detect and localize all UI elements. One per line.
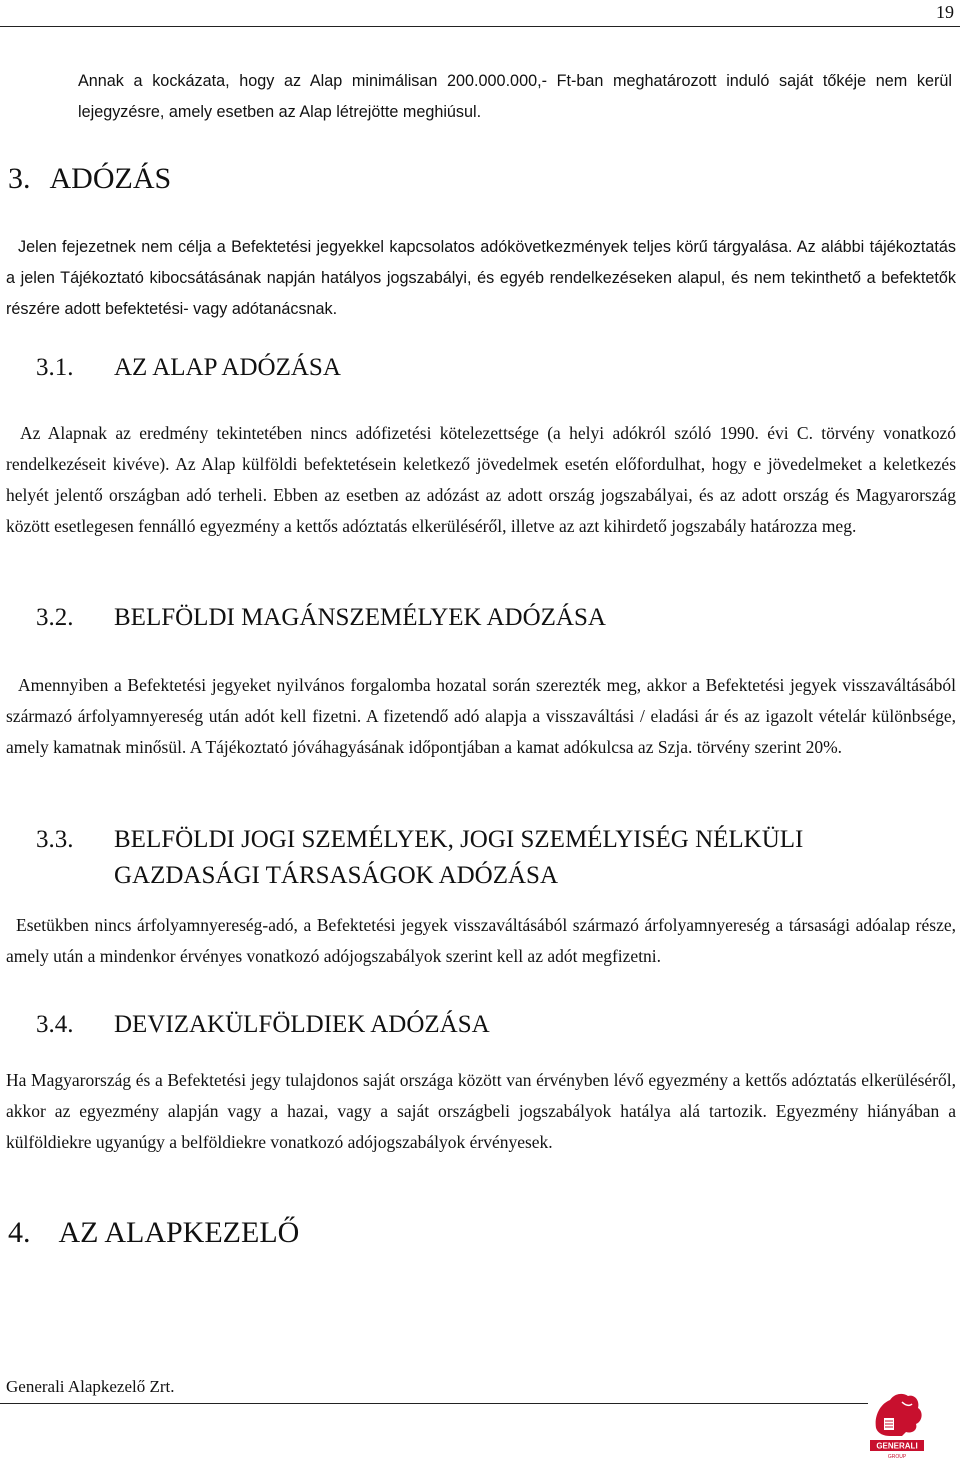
section-3-heading <box>8 162 171 196</box>
footer-company-name: Generali Alapkezelő Zrt. <box>6 1377 175 1396</box>
section-3-1-paragraph: Az Alapnak az eredmény tekintetében nincs adófizetési kötelezettsége (a helyi adókról szóló 1990. évi C. törvény vonatkozó rendelkezéseit kivéve). Az Alap külföldi befektetésein keletkező jövedelmek esetén előfordulhat, hogy e jövedelmeket a keletkezés helyét jelentő országban adó terheli. Ebben az esetben az adózást az adott ország jogszabályai, és az adott ország és Magyarország között esetlegesen fennálló egyezmény a kettős adóztatás elkerüléséről, illetve az azt kihirdető jogszabály határozza meg. <box>6 423 956 536</box>
section-title-line-2: GAZDASÁGI TÁRSASÁGOK ADÓZÁSA <box>114 862 559 889</box>
section-title: ADÓZÁS <box>49 162 172 195</box>
section-title-line-1: BELFÖLDI JOGI SZEMÉLYEK, JOGI SZEMÉLYISÉG NÉLKÜLI <box>114 826 804 853</box>
section-3-3-paragraph: Esetükben nincs árfolyamnyereség-adó, a Befektetési jegyek visszaváltásából származó árfolyamnyereség a társasági adóalap része, amely után a mindenkor érvényes vonatkozó adójogszabályok szerint kell az adót megfizetni. <box>6 915 956 966</box>
section-title: AZ ALAPKEZELŐ <box>58 1216 300 1249</box>
section-3-4-heading <box>36 1011 490 1039</box>
logo-subtext: GROUP <box>887 1454 907 1460</box>
section-3-2-paragraph: Amennyiben a Befektetési jegyeket nyilvános forgalomba hozatal során szerezték meg, akkor a Befektetési jegyek visszaváltásából származó árfolyamnyereség után adót kell fizetni. A fizetendő adó alapja a visszaváltási / eladási ár és az igazolt vételár különbsége, amely kamatnak minősül. A Tájékoztató jóváhagyásának időpontjában a kamat adókulcsa az Szja. törvény szerint 20%. <box>6 675 956 757</box>
section-3-1-heading <box>36 354 341 382</box>
logo-text: GENERALI <box>876 1441 918 1451</box>
section-title: DEVIZAKÜLFÖLDIEK ADÓZÁSA <box>114 1011 490 1038</box>
section-number: 3.2. <box>36 604 74 631</box>
section-3-2-heading <box>36 604 606 632</box>
section-3-4-paragraph: Ha Magyarország és a Befektetési jegy tulajdonos saját országa között van érvényben lévő egyezmény a kettős adóztatás elkerüléséről, akkor az egyezmény alapján vagy a hazai, vagy a saját országbeli jogszabályok hatálya alá tartozik. Egyezmény hiányában a külföldiekre ugyanúgy a belföldiekre vonatkozó adójogszabályok érvényesek. <box>6 1070 956 1152</box>
section-number: 3.4. <box>36 1011 74 1038</box>
section-number: 3.3. <box>36 826 74 853</box>
generali-lion-logo <box>866 1388 928 1460</box>
section-number: 3. <box>8 162 31 195</box>
section-4-heading <box>8 1216 299 1250</box>
section-number: 4. <box>8 1216 31 1249</box>
section-title: AZ ALAP ADÓZÁSA <box>114 354 341 381</box>
page-number: 19 <box>936 2 954 22</box>
footer-divider <box>0 1403 868 1404</box>
section-title: BELFÖLDI MAGÁNSZEMÉLYEK ADÓZÁSA <box>114 604 606 631</box>
section-3-paragraph: Jelen fejezetnek nem célja a Befektetési jegyekkel kapcsolatos adókövetkezmények teljes körű tárgyalása. Az alábbi tájékoztatás a jelen Tájékoztató kibocsátásának napján hatályos jogszabályi, és egyéb rendelkezéseken alapul, és nem tekinthető a befektetők részére adott befektetési- vagy adótanácsnak. <box>6 238 956 318</box>
header-divider <box>0 26 960 27</box>
section-number: 3.1. <box>36 354 74 381</box>
section-3-3-heading <box>36 822 946 894</box>
intro-paragraph: Annak a kockázata, hogy az Alap minimálisan 200.000.000,- Ft-ban meghatározott induló saját tőkéje nem kerül lejegyzésre, amely esetben az Alap létrejötte meghiúsul. <box>78 72 952 121</box>
